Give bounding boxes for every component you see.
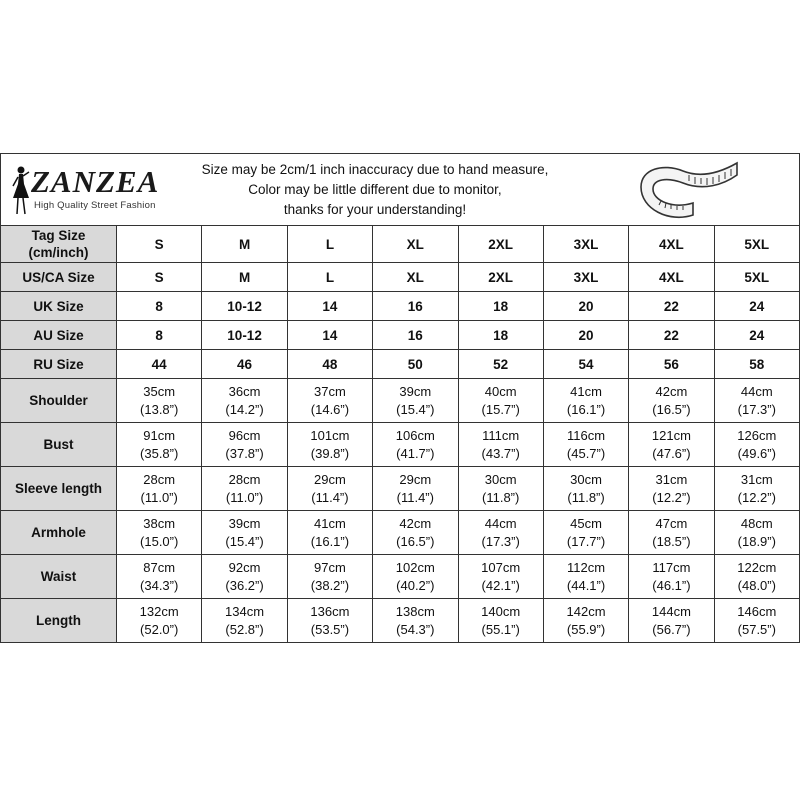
measure-cell — [287, 555, 372, 599]
measure-cell — [543, 379, 628, 423]
measuring-tape-icon — [633, 157, 743, 223]
row-label: RU Size — [1, 350, 117, 379]
inch-value: (55.1”) — [481, 621, 520, 637]
row-label: Bust — [1, 423, 117, 467]
size-cell: XL — [373, 226, 458, 263]
cm-value: 140cm — [481, 603, 521, 619]
cm-value: 134cm — [225, 603, 265, 619]
size-cell: S — [117, 263, 202, 292]
inch-value: (11.4”) — [396, 489, 434, 505]
inch-value: (39.8”) — [310, 445, 350, 461]
cm-value: 37cm — [314, 383, 346, 399]
size-cell: 8 — [117, 321, 202, 350]
size-cell: 22 — [629, 321, 714, 350]
cm-value: 40cm — [484, 383, 517, 399]
row-label: UK Size — [1, 292, 117, 321]
size-cell: 14 — [287, 292, 372, 321]
inch-value: (57.5”) — [737, 621, 776, 637]
size-cell: 3XL — [543, 226, 628, 263]
cm-value: 35cm — [143, 383, 176, 399]
measure-cell — [202, 379, 287, 423]
cm-value: 44cm — [740, 383, 773, 399]
size-cell: 44 — [117, 350, 202, 379]
cm-value: 42cm — [399, 515, 432, 531]
measure-cell — [373, 467, 458, 511]
chart-header — [0, 153, 800, 225]
row-label: Length — [1, 599, 117, 643]
inch-value: (16.1”) — [310, 533, 350, 549]
measure-cell — [543, 423, 628, 467]
measure-row — [1, 599, 800, 643]
inch-value: (36.2”) — [225, 577, 264, 593]
measure-cell — [458, 467, 543, 511]
measure-cell — [202, 599, 287, 643]
inch-value: (38.2”) — [310, 577, 350, 593]
size-cell: 4XL — [629, 226, 714, 263]
cm-value: 91cm — [143, 427, 176, 443]
size-cell: 50 — [373, 350, 458, 379]
measure-cell — [373, 511, 458, 555]
inch-value: (17.3”) — [481, 533, 520, 549]
measure-cell — [287, 511, 372, 555]
inch-value: (55.9”) — [566, 621, 606, 637]
cm-value: 31cm — [655, 471, 688, 487]
row-label: Armhole — [1, 511, 117, 555]
inch-value: (13.8”) — [140, 401, 179, 417]
size-cell: 10-12 — [202, 292, 287, 321]
measure-cell — [202, 511, 287, 555]
measure-row — [1, 555, 800, 599]
brand-tagline: High Quality Street Fashion — [34, 200, 156, 211]
fashion-figure-icon — [7, 164, 33, 218]
cm-value: 106cm — [395, 427, 435, 443]
size-cell: L — [287, 226, 372, 263]
inch-value: (16.5”) — [396, 533, 435, 549]
measure-cell — [373, 599, 458, 643]
measure-cell — [543, 511, 628, 555]
measure-cell — [117, 379, 202, 423]
cm-value: 132cm — [139, 603, 179, 619]
inch-value: (52.0”) — [140, 621, 179, 637]
cm-value: 121cm — [651, 427, 691, 443]
tape-area — [589, 154, 799, 225]
inch-value: (40.2”) — [396, 577, 435, 593]
measure-cell — [287, 467, 372, 511]
size-cell: 18 — [458, 321, 543, 350]
inch-value: (11.0”) — [140, 489, 178, 505]
measure-cell — [543, 467, 628, 511]
cm-value: 146cm — [737, 603, 777, 619]
cm-value: 101cm — [310, 427, 350, 443]
inch-value: (35.8”) — [140, 445, 179, 461]
measure-cell — [458, 599, 543, 643]
size-cell: 14 — [287, 321, 372, 350]
measure-cell — [202, 423, 287, 467]
measure-cell — [202, 467, 287, 511]
inch-value: (15.7”) — [481, 401, 520, 417]
cm-value: 107cm — [481, 559, 521, 575]
cm-value: 112cm — [567, 559, 606, 575]
cm-value: 28cm — [228, 471, 261, 487]
size-cell: 24 — [714, 292, 799, 321]
measure-cell — [714, 555, 799, 599]
cm-value: 29cm — [314, 471, 346, 487]
measure-cell — [629, 423, 714, 467]
size-cell: 5XL — [714, 226, 799, 263]
inch-value: (14.6”) — [310, 401, 350, 417]
inch-value: (11.8”) — [482, 489, 520, 505]
cm-value: 136cm — [310, 603, 350, 619]
inch-value: (16.5”) — [652, 401, 691, 417]
measure-cell — [629, 379, 714, 423]
measure-cell — [629, 511, 714, 555]
inch-value: (49.6”) — [737, 445, 776, 461]
notice-line: Color may be little different due to monitor, — [248, 181, 502, 197]
cm-value: 30cm — [484, 471, 517, 487]
row-label: AU Size — [1, 321, 117, 350]
inch-value: (12.2”) — [652, 489, 691, 505]
measure-cell — [458, 423, 543, 467]
size-cell: 8 — [117, 292, 202, 321]
measure-cell — [714, 423, 799, 467]
inch-value: (16.1”) — [566, 401, 606, 417]
cm-value: 87cm — [143, 559, 176, 575]
measure-row — [1, 423, 800, 467]
measure-row — [1, 511, 800, 555]
cm-value: 126cm — [737, 427, 777, 443]
row-label: US/CA Size — [1, 263, 117, 292]
measure-cell — [117, 467, 202, 511]
size-cell: 56 — [629, 350, 714, 379]
measure-cell — [117, 555, 202, 599]
cm-value: 142cm — [566, 603, 606, 619]
cm-value: 28cm — [143, 471, 176, 487]
size-row — [1, 350, 800, 379]
measure-cell — [458, 511, 543, 555]
cm-value: 96cm — [228, 427, 261, 443]
cm-value: 48cm — [740, 515, 773, 531]
size-cell: 16 — [373, 321, 458, 350]
inch-value: (47.6”) — [652, 445, 691, 461]
measure-cell — [629, 599, 714, 643]
size-cell: 46 — [202, 350, 287, 379]
size-cell: M — [202, 226, 287, 263]
measure-cell — [458, 379, 543, 423]
cm-value: 116cm — [567, 427, 606, 443]
measure-row — [1, 379, 800, 423]
size-row — [1, 321, 800, 350]
measure-cell — [714, 599, 799, 643]
measure-cell — [287, 599, 372, 643]
cm-value: 111cm — [482, 427, 520, 443]
inch-value: (42.1”) — [481, 577, 520, 593]
inch-value: (18.9”) — [737, 533, 776, 549]
measure-cell — [202, 555, 287, 599]
cm-value: 30cm — [570, 471, 602, 487]
size-cell: 5XL — [714, 263, 799, 292]
inch-value: (46.1”) — [652, 577, 691, 593]
size-cell: 20 — [543, 321, 628, 350]
cm-value: 39cm — [399, 383, 432, 399]
cm-value: 41cm — [570, 383, 602, 399]
notice-text — [161, 154, 589, 225]
measure-cell — [543, 599, 628, 643]
size-cell: 22 — [629, 292, 714, 321]
cm-value: 122cm — [737, 559, 777, 575]
row-label: Shoulder — [1, 379, 117, 423]
measure-cell — [287, 423, 372, 467]
brand-logo — [1, 154, 161, 225]
cm-value: 138cm — [395, 603, 435, 619]
size-cell: 10-12 — [202, 321, 287, 350]
row-label: Sleeve length — [1, 467, 117, 511]
cm-value: 92cm — [228, 559, 261, 575]
row-label: Waist — [1, 555, 117, 599]
row-label: Tag Size (cm/inch) — [1, 226, 117, 263]
cm-value: 36cm — [228, 383, 261, 399]
cm-value: 44cm — [484, 515, 517, 531]
inch-value: (54.3”) — [396, 621, 435, 637]
cm-value: 29cm — [399, 471, 432, 487]
cm-value: 117cm — [652, 559, 691, 575]
inch-value: (43.7”) — [481, 445, 520, 461]
cm-value: 97cm — [314, 559, 346, 575]
measure-cell — [117, 599, 202, 643]
inch-value: (56.7”) — [652, 621, 691, 637]
size-cell: 2XL — [458, 263, 543, 292]
size-cell: 4XL — [629, 263, 714, 292]
size-cell: 18 — [458, 292, 543, 321]
measure-cell — [373, 423, 458, 467]
notice-line: Size may be 2cm/1 inch inaccuracy due to hand measure, — [201, 161, 549, 177]
size-cell: 58 — [714, 350, 799, 379]
cm-value: 39cm — [228, 515, 261, 531]
size-cell: XL — [373, 263, 458, 292]
inch-value: (52.8”) — [225, 621, 264, 637]
inch-value: (41.7”) — [396, 445, 435, 461]
inch-value: (11.0”) — [225, 489, 264, 505]
measure-cell — [714, 467, 799, 511]
inch-value: (48.0”) — [737, 577, 776, 593]
inch-value: (11.4”) — [311, 489, 349, 505]
inch-value: (44.1”) — [566, 577, 606, 593]
size-row — [1, 226, 800, 263]
size-cell: S — [117, 226, 202, 263]
size-cell: 16 — [373, 292, 458, 321]
size-row — [1, 263, 800, 292]
inch-value: (12.2”) — [737, 489, 776, 505]
inch-value: (37.8”) — [225, 445, 264, 461]
size-row — [1, 292, 800, 321]
inch-value: (17.7”) — [566, 533, 606, 549]
cm-value: 31cm — [740, 471, 773, 487]
inch-value: (15.0”) — [140, 533, 179, 549]
brand-name: ZANZEA — [31, 164, 160, 199]
size-chart — [0, 153, 800, 643]
cm-value: 144cm — [651, 603, 691, 619]
inch-value: (14.2”) — [225, 401, 264, 417]
size-cell: 52 — [458, 350, 543, 379]
inch-value: (53.5”) — [310, 621, 350, 637]
measure-row — [1, 467, 800, 511]
cm-value: 42cm — [655, 383, 688, 399]
measure-cell — [629, 555, 714, 599]
measure-cell — [117, 423, 202, 467]
size-cell: 2XL — [458, 226, 543, 263]
inch-value: (17.3”) — [737, 401, 776, 417]
measure-cell — [458, 555, 543, 599]
size-cell: 20 — [543, 292, 628, 321]
measure-cell — [373, 555, 458, 599]
size-cell: M — [202, 263, 287, 292]
measure-cell — [714, 511, 799, 555]
inch-value: (15.4”) — [225, 533, 264, 549]
measure-cell — [543, 555, 628, 599]
notice-line: thanks for your understanding! — [283, 201, 467, 217]
inch-value: (11.8”) — [567, 489, 605, 505]
size-cell: 3XL — [543, 263, 628, 292]
size-table — [0, 225, 800, 643]
size-cell: 24 — [714, 321, 799, 350]
cm-value: 41cm — [314, 515, 346, 531]
cm-value: 47cm — [655, 515, 688, 531]
size-cell: 54 — [543, 350, 628, 379]
measure-cell — [714, 379, 799, 423]
measure-cell — [629, 467, 714, 511]
cm-value: 102cm — [395, 559, 435, 575]
measure-cell — [373, 379, 458, 423]
size-cell: 48 — [287, 350, 372, 379]
inch-value: (18.5”) — [652, 533, 691, 549]
inch-value: (34.3”) — [140, 577, 179, 593]
inch-value: (45.7”) — [566, 445, 606, 461]
measure-cell — [117, 511, 202, 555]
cm-value: 38cm — [143, 515, 176, 531]
inch-value: (15.4”) — [396, 401, 435, 417]
size-cell: L — [287, 263, 372, 292]
measure-cell — [287, 379, 372, 423]
cm-value: 45cm — [570, 515, 602, 531]
